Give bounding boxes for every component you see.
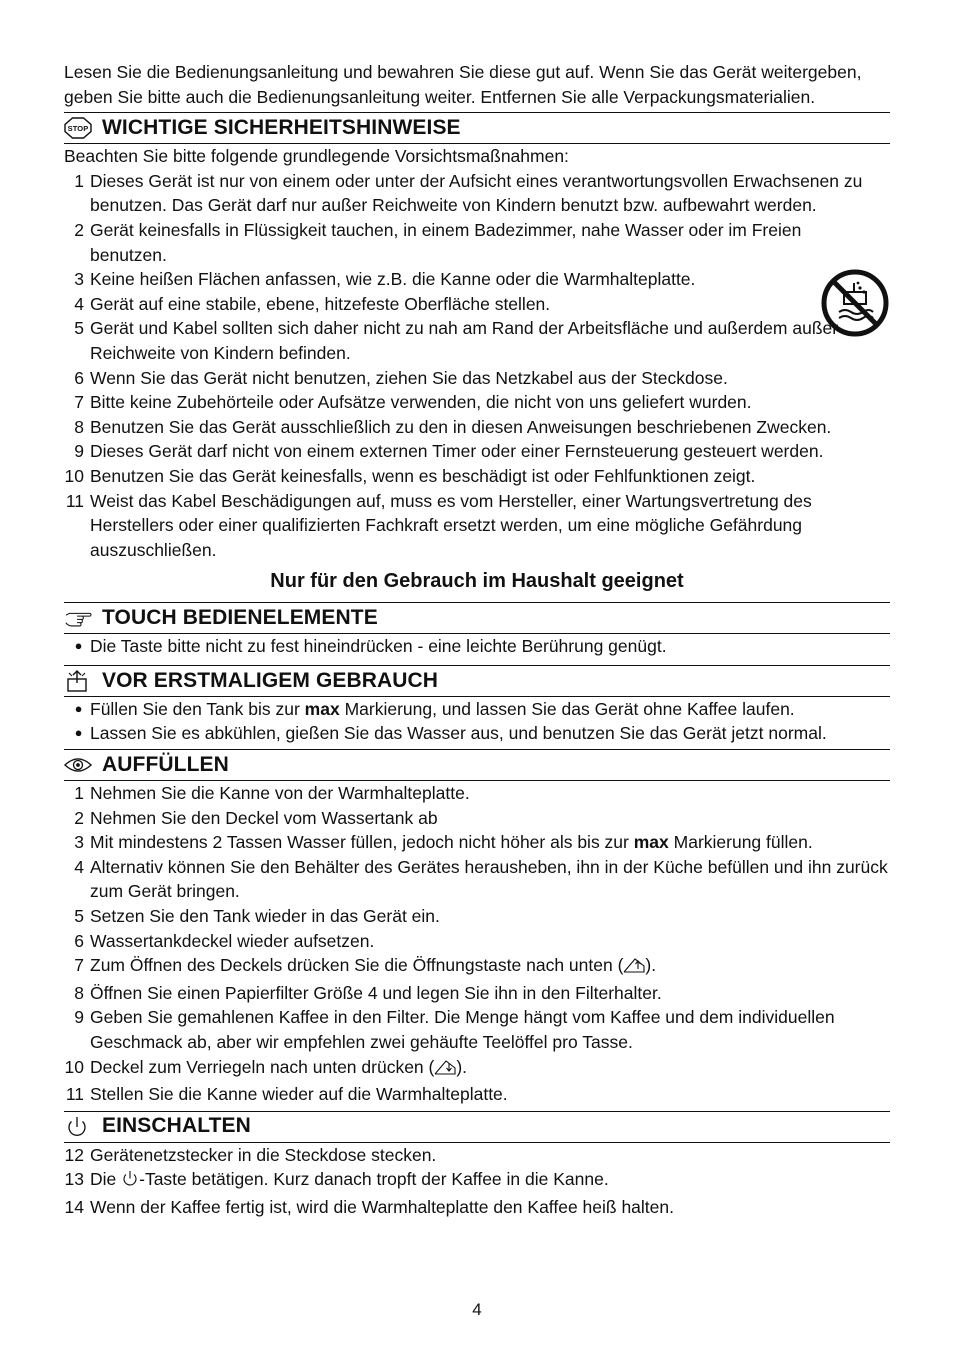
safety-heading-text: WICHTIGE SICHERHEITSHINWEISE [102,115,461,139]
list-item: 8 Öffnen Sie einen Papierfilter Größe 4 und legen Sie ihn in den Filterhalter. [74,982,662,1003]
first-use-heading [64,665,890,697]
list-item: 7 Zum Öffnen des Deckels drücken Sie die Öffnungstaste nach unten ( ). [64,953,890,981]
touch-list [64,634,890,659]
list-item: 5 Setzen Sie den Tank wieder in das Gerät ein. [74,906,440,927]
intro-paragraph: Lesen Sie die Bedienungsanleitung und bewahren Sie diese gut auf. Wenn Sie das Gerät weitergeben, geben Sie bitte auch die Bedienungsanleitung weiter. Entfernen Sie alle Verpackungsmaterialien. [64,62,862,107]
list-item: 2 Nehmen Sie den Deckel vom Wassertank ab [74,807,438,828]
lid-close-icon [434,1058,456,1083]
switch-on-list [64,1143,890,1220]
stop-icon [64,117,92,139]
list-item: 10 Deckel zum Verriegeln nach unten drücken ( ). [64,1055,890,1083]
list-item: 6 Wassertankdeckel wieder aufsetzen. [74,930,375,951]
power-icon [64,1116,92,1138]
manual-page [64,60,890,1220]
power-icon [121,1170,139,1195]
list-item: 11 Stellen Sie die Kanne wieder auf die Warmhalteplatte. [65,1084,508,1105]
list-item: 9 Dieses Gerät darf nicht von einem externen Timer oder einer Fernsteuerung gesteuert werden. [74,441,824,462]
list-item: ● Füllen Sie den Tank bis zur max Markierung, und lassen Sie das Gerät ohne Kaffee laufen. [74,698,795,719]
svg-text:STOP: STOP [67,124,89,134]
list-item: 6 Wenn Sie das Gerät nicht benutzen, ziehen Sie das Netzkabel aus der Steckdose. [74,367,728,388]
fill-heading-text: AUFFÜLLEN [102,752,229,776]
list-item: 13 Die -Taste betätigen. Kurz danach tropft der Kaffee in die Kanne. [64,1167,890,1195]
fill-heading [64,749,890,781]
safety-list [64,169,890,563]
fill-list [64,781,890,1107]
touch-heading-text: TOUCH BEDIENELEMENTE [102,605,378,629]
first-use-icon [64,670,92,692]
list-item: 3 Mit mindestens 2 Tassen Wasser füllen, jedoch nicht höher als bis zur max Markierung füllen. [74,832,813,853]
list-item: 1 Dieses Gerät ist nur von einem oder unter der Aufsicht eines verantwortungsvollen Erwachsenen zu benutzen. Das Gerät darf nur außer Reichweite von Kindern benutzt bzw. aufbewahrt werden. [74,170,863,216]
list-item: 12 Gerätenetzstecker in die Steckdose stecken. [64,1144,437,1165]
list-item: ● Die Taste bitte nicht zu fest hineindrücken - eine leichte Berührung genügt. [74,636,667,657]
pointing-hand-icon [64,607,92,629]
list-item: 7 Bitte keine Zubehörteile oder Aufsätze verwenden, die nicht von uns geliefert wurden. [74,392,752,413]
eye-icon [64,754,92,776]
list-item: 11 Weist das Kabel Beschädigungen auf, muss es vom Hersteller, einer Wartungsvertretung des Herstellers oder einer qualifizierten Fachkraft ersetzt werden, um eine mögliche Gefährdung auszuschließen. [65,490,812,560]
list-item: 5 Gerät und Kabel sollten sich daher nicht zu nah am Rand der Arbeitsfläche und außerdem außer Reichweite von Kindern befinden. [74,318,839,363]
list-item: 4 Gerät auf eine stabile, ebene, hitzefeste Oberfläche stellen. [74,293,551,314]
household-note: Nur für den Gebrauch im Haushalt geeignet [270,570,684,593]
list-item: 2 Gerät keinesfalls in Flüssigkeit tauchen, in einem Badezimmer, nahe Wasser oder im Freien benutzen. [74,219,802,265]
no-water-immersion-icon [820,268,890,343]
list-item: 14 Wenn der Kaffee fertig ist, wird die Warmhalteplatte den Kaffee heiß halten. [64,1196,674,1217]
list-item: 1 Nehmen Sie die Kanne von der Warmhalteplatte. [74,783,470,804]
list-item: 8 Benutzen Sie das Gerät ausschließlich zu den in diesen Anweisungen beschriebenen Zwecken. [74,416,832,437]
list-item: ● Lassen Sie es abkühlen, gießen Sie das Wasser aus, und benutzen Sie das Gerät jetzt normal. [74,723,827,744]
list-item: 9 Geben Sie gemahlenen Kaffee in den Filter. Die Menge hängt vom Kaffee und dem individuellen Geschmack ab, aber wir empfehlen zwei gehäufte Teelöffel pro Tasse. [74,1007,835,1052]
list-item: 10 Benutzen Sie das Gerät keinesfalls, wenn es beschädigt ist oder Fehlfunktionen zeigt. [64,465,756,486]
touch-heading [64,602,890,634]
lid-open-icon [623,956,645,981]
switch-on-heading [64,1111,890,1143]
switch-on-heading-text: EINSCHALTEN [102,1114,251,1138]
list-item: 4 Alternativ können Sie den Behälter des Gerätes herausheben, ihn in der Küche befüllen und ihn zurück zum Gerät bringen. [74,856,888,902]
safety-heading [64,112,890,144]
list-item: 3 Keine heißen Flächen anfassen, wie z.B. die Kanne oder die Warmhalteplatte. [74,269,696,290]
first-use-list [64,697,890,746]
page-number: 4 [472,1300,482,1319]
first-use-heading-text: VOR ERSTMALIGEM GEBRAUCH [102,668,439,692]
safety-lead: Beachten Sie bitte folgende grundlegende Vorsichtsmaßnahmen: [64,146,569,167]
